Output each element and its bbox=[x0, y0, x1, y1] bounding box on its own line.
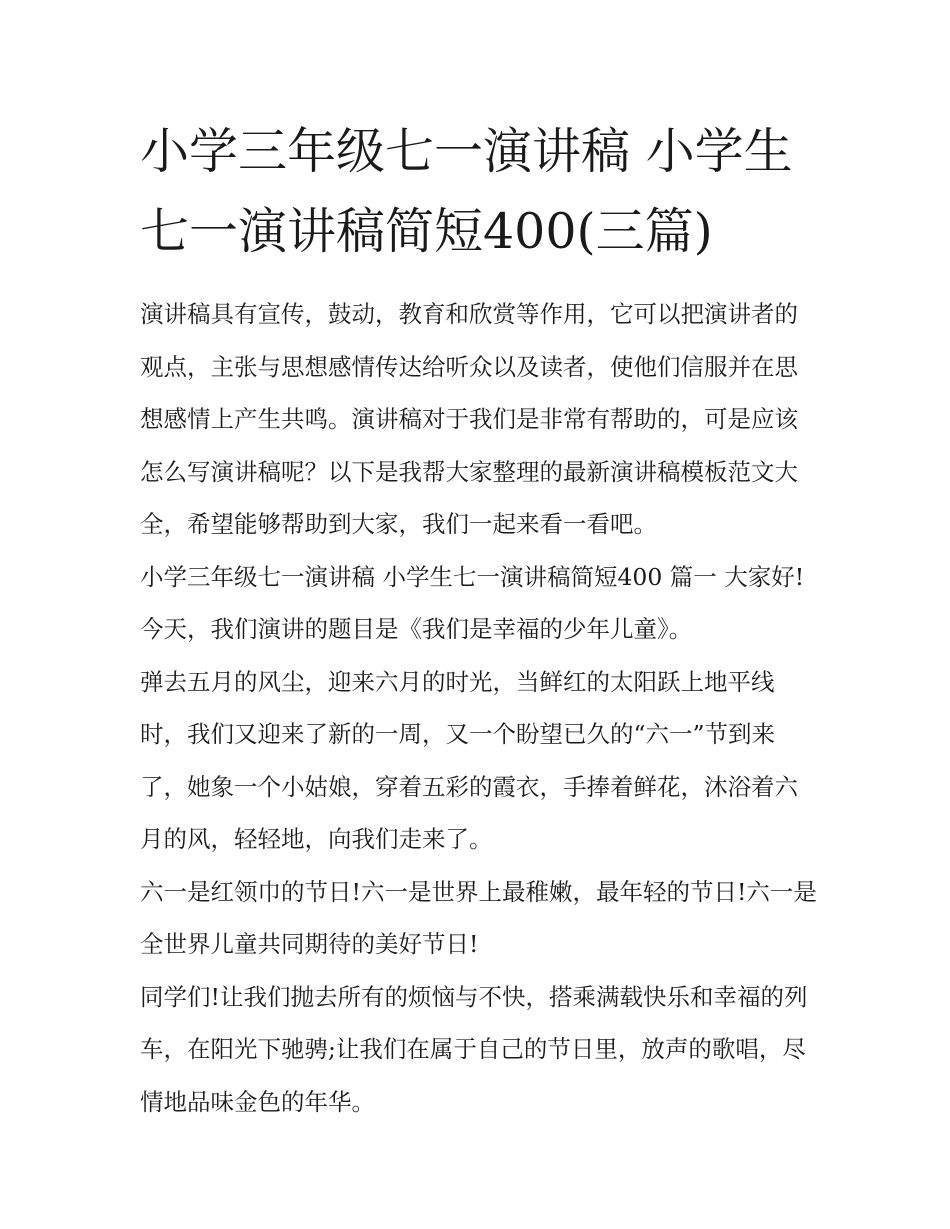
document-title: 小学三年级七一演讲稿 小学生七一演讲稿简短400(三篇) bbox=[140, 123, 793, 260]
paragraph-intro: 演讲稿具有宣传，鼓动，教育和欣赏等作用，它可以把演讲者的观点，主张与思想感情传达给听众以及读者，使他们信服并在思想感情上产生共鸣。演讲稿对于我们是非常有帮助的，可是应该怎么写演讲稿呢？以下是我帮大家整理的最新演讲稿模板范文大全，希望能够帮助到大家，我们一起来看一看吧。 bbox=[140, 300, 798, 538]
paragraph-june: 弹去五月的风尘，迎来六月的时光，当鲜红的太阳跃上地平线时，我们又迎来了新的一周，又一个盼望已久的“六一”节到来了，她象一个小姑娘，穿着五彩的霞衣，手捧着鲜花，沐浴着六月的风，轻轻地，向我们走来了。 bbox=[140, 667, 798, 853]
paragraph-speech-heading: 小学三年级七一演讲稿 小学生七一演讲稿简短400 篇一 大家好!今天，我们演讲的题目是《我们是幸福的少年儿童》。 bbox=[140, 562, 805, 643]
paragraph-childrens-day: 六一是红领巾的节日!六一是世界上最稚嫩，最年轻的节日!六一是全世界儿童共同期待的美好节日! bbox=[140, 877, 817, 958]
paragraph-classmates: 同学们!让我们抛去所有的烦恼与不快，搭乘满载快乐和幸福的列车，在阳光下驰骋;让我们在属于自己的节日里，放声的歌唱，尽情地品味金色的年华。 bbox=[140, 982, 808, 1116]
document-page bbox=[140, 112, 820, 1128]
